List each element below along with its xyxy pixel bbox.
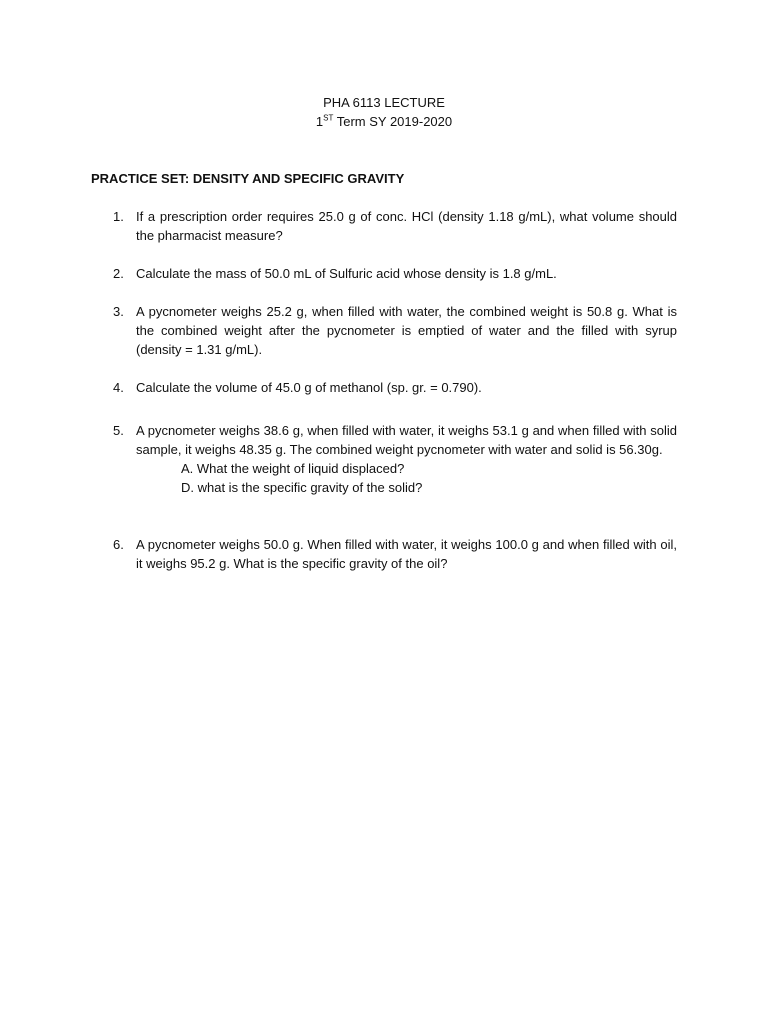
question-number: 2. xyxy=(113,266,124,281)
sub-question-d: D. what is the specific gravity of the solid? xyxy=(181,480,423,495)
question-number: 5. xyxy=(113,423,124,438)
question-number: 6. xyxy=(113,537,124,552)
question-item xyxy=(113,535,677,573)
question-item xyxy=(113,264,677,283)
practice-set-title: PRACTICE SET: DENSITY AND SPECIFIC GRAVITY xyxy=(91,171,405,186)
question-number: 1. xyxy=(113,209,124,224)
question-number: 3. xyxy=(113,304,124,319)
term-text: Term SY 2019-2020 xyxy=(333,114,453,129)
term-line xyxy=(0,114,768,129)
question-number: 4. xyxy=(113,380,124,395)
term-superscript: ST xyxy=(323,113,334,123)
question-text: Calculate the volume of 45.0 g of methanol (sp. gr. = 0.790). xyxy=(136,380,482,395)
question-item xyxy=(113,378,677,397)
sub-question-a: A. What the weight of liquid displaced? xyxy=(181,461,405,476)
question-text: A pycnometer weighs 25.2 g, when filled with water, the combined weight is 50.8 g. What is the combined weight after the pycnometer is emptied of water and the filled with syrup (density = 1.31 g/mL). xyxy=(136,304,677,357)
question-item xyxy=(113,207,677,245)
term-number: 1 xyxy=(315,114,324,129)
question-text: A pycnometer weighs 50.0 g. When filled with water, it weighs 100.0 g and when filled with oil, it weighs 95.2 g. What is the specific gravity of the oil? xyxy=(136,537,677,571)
question-text: Calculate the mass of 50.0 mL of Sulfuric acid whose density is 1.8 g/mL. xyxy=(136,266,557,281)
question-item xyxy=(113,302,677,359)
question-text: If a prescription order requires 25.0 g of conc. HCl (density 1.18 g/mL), what volume should the pharmacist measure? xyxy=(136,209,677,243)
course-title: PHA 6113 LECTURE xyxy=(323,95,445,110)
question-item xyxy=(113,421,677,497)
question-text: A pycnometer weighs 38.6 g, when filled with water, it weighs 53.1 g and when filled with solid sample, it weighs 48.35 g. The combined weight pycnometer with water and solid is 56.30g. xyxy=(136,423,677,457)
